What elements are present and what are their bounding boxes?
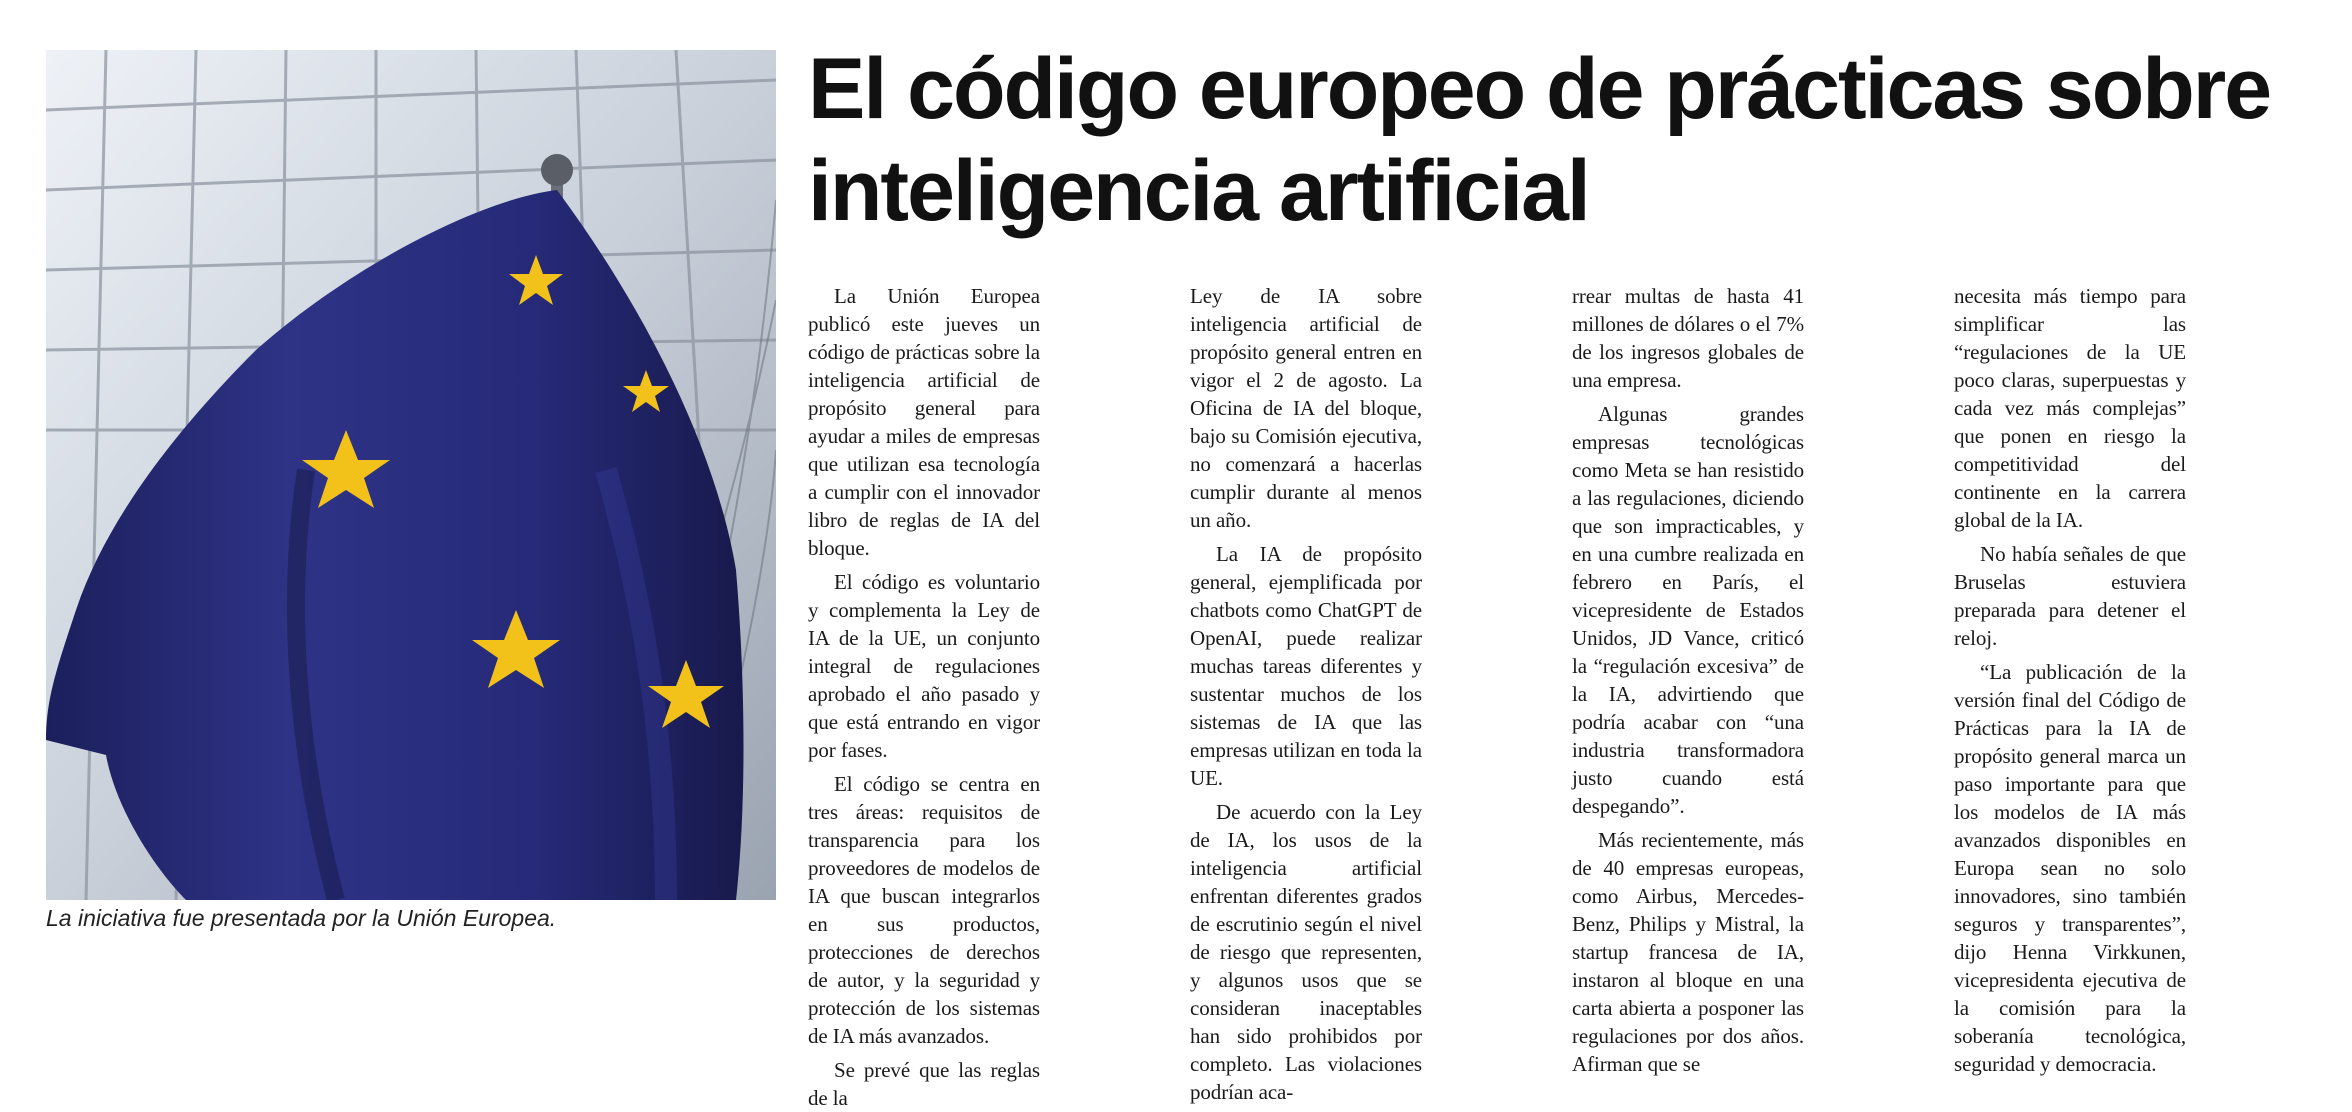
article-paragraph: necesita más tiempo para simplificar las “regulaciones de la UE poco claras, superpuestas y cada vez más complejas” que ponen en riesgo la competitividad del continente en la carrera global de la IA. <box>1954 284 2186 532</box>
article-paragraph: Algunas grandes empresas tecnológicas como Meta se han resistido a las regulaciones, diciendo que son impracticables, y en una cumbre realizada en febrero en París, el vicepresidente de Estados Unidos, JD Vance, criticó la “regulación excesiva” de la IA, advirtiendo que podría acabar con “una industria transformadora justo cuando está despegando”. <box>1572 402 1804 818</box>
article-column-2 <box>1190 282 1422 1104</box>
article-paragraph: El código se centra en tres áreas: requisitos de transparencia para los proveedores de modelos de IA que buscan integrarlos en sus productos, protecciones de derechos de autor, y la seguridad y protección de los sistemas de IA más avanzados. <box>808 772 1040 1048</box>
article-paragraph: “La publicación de la versión final del Código de Prácticas para la IA de propósito general marca un paso importante para que los modelos de IA más avanzados disponibles en Europa sean no solo innovadores, sino también seguros y transparentes”, dijo Henna Virkkunen, vicepresidenta ejecutiva de la comisión para la soberanía tecnológica, seguridad y democracia. <box>1954 660 2186 1076</box>
article-paragraph: Ley de IA sobre inteligencia artificial de propósito general entren en vigor el 2 de agosto. La Oficina de IA del bloque, bajo su Comisión ejecutiva, no comenzará a hacerlas cumplir durante al menos un año. <box>1190 284 1422 532</box>
article-paragraph: La IA de propósito general, ejemplificada por chatbots como ChatGPT de OpenAI, puede realizar muchas tareas diferentes y sustentar muchos de los sistemas de IA que las empresas utilizan en toda la UE. <box>1190 542 1422 790</box>
article-paragraph: El código es voluntario y complementa la Ley de IA de la UE, un conjunto integral de regulaciones aprobado el año pasado y que está entrando en vigor por fases. <box>808 570 1040 762</box>
article-paragraph: No había señales de que Bruselas estuviera preparada para detener el reloj. <box>1954 542 2186 650</box>
headline: El código europeo de prácticas sobre inteligencia artificial <box>808 41 2271 239</box>
photo-caption: La iniciativa fue presentada por la Unión Europea. <box>46 905 557 931</box>
eu-flag-photo <box>46 50 776 900</box>
article-paragraph: La Unión Europea publicó este jueves un código de prácticas sobre la inteligencia artificial de propósito general para ayudar a miles de empresas que utilizan esa tecnología a cumplir con el innovador libro de reglas de IA del bloque. <box>808 284 1040 560</box>
article-paragraph: Más recientemente, más de 40 empresas europeas, como Airbus, Mercedes-Benz, Philips y Mistral, la startup francesa de IA, instaron al bloque en una carta abierta a posponer las regulaciones por dos años. Afirman que se <box>1572 828 1804 1076</box>
article-column-3 <box>1572 282 1804 1076</box>
article-column-1 <box>808 282 1040 1110</box>
article-column-4 <box>1954 282 2186 1076</box>
article-paragraph: De acuerdo con la Ley de IA, los usos de la inteligencia artificial enfrentan diferentes grados de escrutinio según el nivel de riesgo que representen, y algunos usos que se consideran inaceptables han sido prohibidos por completo. Las violaciones podrían aca- <box>1190 800 1422 1104</box>
eu-flag-image <box>46 50 776 900</box>
article-paragraph: Se prevé que las reglas de la <box>808 1058 1040 1110</box>
article-paragraph: rrear multas de hasta 41 millones de dólares o el 7% de los ingresos globales de una empresa. <box>1572 284 1804 392</box>
